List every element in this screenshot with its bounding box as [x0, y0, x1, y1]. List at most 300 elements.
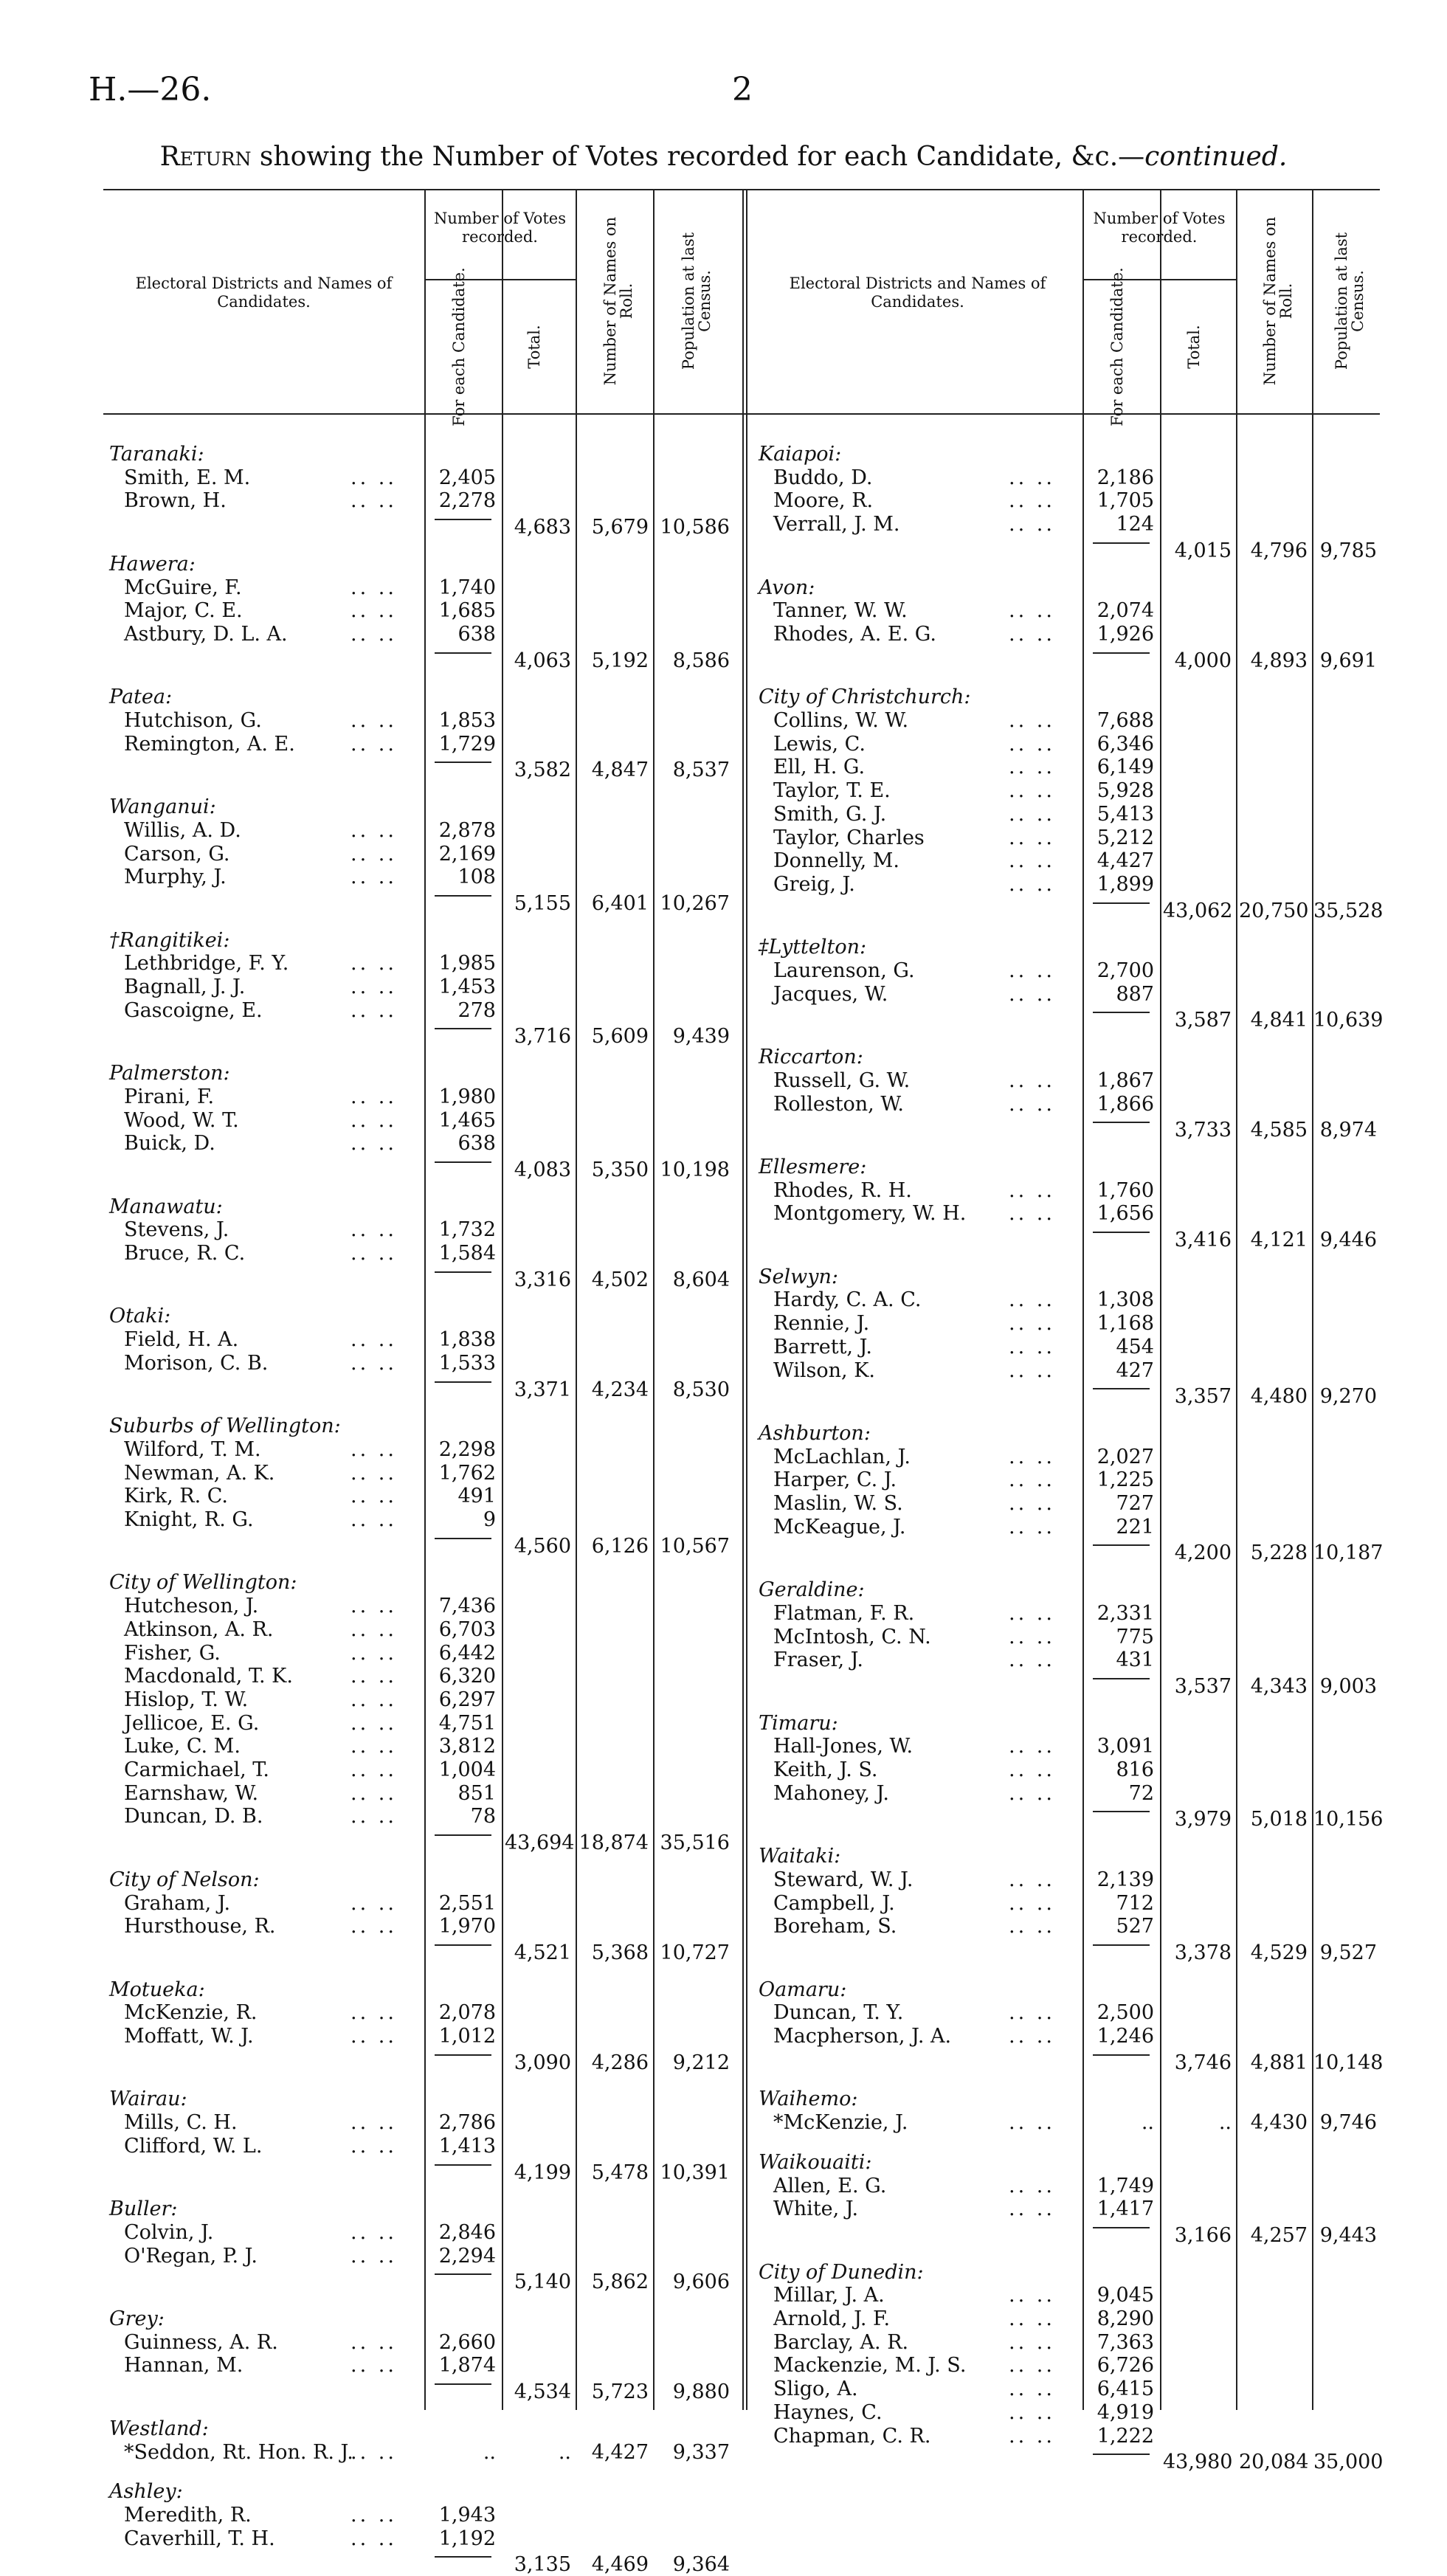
candidate-name: Mackenzie, M. J. S. — [773, 2354, 967, 2378]
district-total: 4,000 — [1174, 649, 1232, 672]
leader-dots: .. .. — [1009, 1915, 1055, 1938]
candidate-name: Mahoney, J. — [773, 1781, 889, 1805]
candidate-votes: 431 — [1116, 1648, 1154, 1672]
candidate-name: Campbell, J. — [773, 1891, 895, 1915]
candidate-name: Boreham, S. — [773, 1915, 897, 1938]
right-votes-header-rule — [1082, 279, 1236, 280]
candidate-name: O'Regan, P. J. — [124, 2244, 258, 2268]
district-roll: 5,609 — [591, 1025, 649, 1049]
leader-dots: .. .. — [350, 1758, 397, 1781]
left-column-rule — [502, 189, 503, 2410]
subtotal-rule — [1093, 1678, 1150, 1679]
leader-dots: .. .. — [350, 2527, 397, 2550]
district-total: 43,062 — [1163, 899, 1233, 922]
candidate-votes: 6,346 — [1097, 732, 1154, 756]
left-district-name: Westland: — [109, 2417, 209, 2440]
left-district-name: Buller: — [109, 2197, 178, 2221]
leader-dots: .. .. — [350, 2354, 397, 2378]
district-total: 3,733 — [1174, 1119, 1232, 1142]
district-total: 4,683 — [514, 516, 571, 539]
candidate-votes: 2,074 — [1097, 599, 1154, 623]
leader-dots: .. .. — [350, 1351, 397, 1375]
candidate-name: Brown, H. — [124, 489, 227, 513]
subtotal-rule — [435, 2273, 491, 2275]
candidate-name: Arnold, J. F. — [773, 2307, 891, 2330]
leader-dots: .. .. — [350, 1805, 397, 1829]
candidate-name: Bagnall, J. J. — [124, 976, 246, 998]
subtotal-rule — [1093, 1012, 1150, 1013]
candidate-name: Rhodes, A. E. G. — [773, 622, 936, 646]
candidate-name: Maslin, W. S. — [773, 1492, 903, 1515]
candidate-votes: 427 — [1116, 1358, 1154, 1382]
candidate-votes: 1,749 — [1097, 2174, 1154, 2197]
left-district-name: Taranaki: — [109, 443, 204, 466]
candidate-name: Duncan, T. Y. — [773, 2001, 904, 2025]
right-district-name: Ellesmere: — [759, 1155, 867, 1178]
center-double-rule — [742, 189, 744, 2410]
leader-dots: .. .. — [1009, 2025, 1055, 2048]
candidate-votes: 1,656 — [1097, 1202, 1154, 1226]
district-population: 9,439 — [672, 1025, 730, 1049]
district-population: 10,187 — [1313, 1541, 1384, 1565]
district-roll: 4,257 — [1250, 2223, 1308, 2247]
candidate-votes: 887 — [1116, 982, 1154, 1006]
candidate-name: Kirk, R. C. — [124, 1485, 229, 1508]
candidate-votes: 1,866 — [1097, 1092, 1154, 1116]
leader-dots: .. .. — [350, 952, 397, 976]
district-roll: 4,881 — [1250, 2051, 1308, 2074]
district-roll: 4,234 — [591, 1378, 649, 1401]
candidate-name: Lewis, C. — [773, 732, 866, 756]
page-number: 2 — [732, 71, 753, 108]
candidate-name: Hall-Jones, W. — [773, 1735, 914, 1758]
candidate-name: Buddo, D. — [773, 466, 873, 489]
district-roll: 4,585 — [1250, 1119, 1308, 1142]
left-district-name: Suburbs of Wellington: — [109, 1415, 341, 1438]
candidate-name: Rennie, J. — [773, 1312, 870, 1336]
leader-dots: .. .. — [1009, 2174, 1055, 2197]
candidate-votes: 6,297 — [438, 1688, 496, 1711]
candidate-name: Montgomery, W. H. — [773, 1202, 967, 1226]
candidate-votes: 2,405 — [438, 466, 496, 489]
subtotal-rule — [435, 519, 491, 520]
district-total: 4,200 — [1174, 1541, 1232, 1565]
candidate-name: Verrall, J. M. — [773, 513, 900, 536]
candidate-name: Ell, H. G. — [773, 756, 866, 779]
district-roll: 4,847 — [591, 759, 649, 782]
district-total: 3,090 — [514, 2051, 571, 2074]
subtotal-rule — [435, 1834, 491, 1836]
candidate-name: Mills, C. H. — [124, 2111, 238, 2135]
subtotal-rule — [1093, 1232, 1150, 1233]
subtotal-rule — [1093, 1811, 1150, 1812]
candidate-name: Millar, J. A. — [773, 2284, 885, 2307]
right-district-name: Ashburton: — [759, 1421, 871, 1445]
leader-dots: .. .. — [1009, 2424, 1055, 2448]
right-column-rule — [1160, 189, 1161, 2410]
candidate-votes: 1,980 — [438, 1085, 496, 1108]
district-total: 4,560 — [514, 1534, 571, 1558]
leader-dots: .. .. — [1009, 1358, 1055, 1382]
subtotal-rule — [435, 2383, 491, 2385]
candidate-name: Wood, W. T. — [124, 1108, 239, 1132]
candidate-name: Smith, G. J. — [773, 802, 887, 826]
candidate-votes: 851 — [457, 1781, 496, 1805]
candidate-votes: .. — [483, 2440, 496, 2464]
district-population: 8,974 — [1319, 1119, 1377, 1142]
district-roll: 5,723 — [591, 2380, 649, 2404]
leader-dots: .. .. — [350, 998, 397, 1022]
district-population: 10,586 — [660, 516, 730, 539]
leader-dots: .. .. — [1009, 2001, 1055, 2025]
right-population-header: Population at last Census. — [1333, 232, 1367, 370]
district-total: 4,015 — [1174, 539, 1232, 562]
candidate-votes: 1,012 — [438, 2025, 496, 2048]
district-total: 3,416 — [1174, 1229, 1232, 1251]
left-district-name: Grey: — [109, 2307, 165, 2330]
candidate-name: Rhodes, R. H. — [773, 1178, 912, 1202]
leader-dots: .. .. — [1009, 2111, 1055, 2135]
candidate-name: Hardy, C. A. C. — [773, 1288, 922, 1312]
leader-dots: .. .. — [1009, 1868, 1055, 1891]
district-roll: 5,679 — [591, 516, 649, 539]
right-district-name: Kaiapoi: — [759, 443, 842, 466]
candidate-votes: 2,500 — [1097, 2001, 1154, 2025]
candidate-name: Atkinson, A. R. — [124, 1617, 274, 1641]
candidate-votes: 6,415 — [1097, 2378, 1154, 2401]
leader-dots: .. .. — [1009, 802, 1055, 826]
leader-dots: .. .. — [1009, 1601, 1055, 1625]
leader-dots: .. .. — [350, 2220, 397, 2244]
candidate-name: Luke, C. M. — [124, 1735, 241, 1758]
district-population: 10,267 — [660, 891, 730, 915]
candidate-name: Lethbridge, F. Y. — [124, 952, 289, 976]
candidate-votes: 638 — [457, 1132, 496, 1156]
subtotal-rule — [1093, 1388, 1150, 1389]
leader-dots: .. .. — [350, 842, 397, 866]
district-total: 3,746 — [1174, 2051, 1232, 2074]
candidate-name: Barclay, A. R. — [773, 2330, 909, 2354]
leader-dots: .. .. — [350, 976, 397, 998]
candidate-name: Hannan, M. — [124, 2354, 244, 2378]
candidate-votes: 7,363 — [1097, 2330, 1154, 2354]
leader-dots: .. .. — [350, 2244, 397, 2268]
candidate-votes: 2,027 — [1097, 1445, 1154, 1468]
district-roll: 6,126 — [591, 1534, 649, 1558]
leader-dots: .. .. — [350, 1711, 397, 1735]
candidate-name: Smith, E. M. — [124, 466, 251, 489]
leader-dots: .. .. — [350, 489, 397, 513]
left-district-name: Wairau: — [109, 2088, 187, 2111]
candidate-votes: 2,786 — [438, 2111, 496, 2135]
right-district-name: Oamaru: — [759, 1978, 847, 2001]
candidate-votes: 1,533 — [438, 1351, 496, 1375]
right-district-name: Riccarton: — [759, 1046, 863, 1069]
leader-dots: .. .. — [350, 2025, 397, 2048]
leader-dots: .. .. — [350, 1915, 397, 1938]
district-roll: 6,401 — [591, 891, 649, 915]
left-votes-header: Number of Votes recorded. — [433, 210, 566, 246]
candidate-name: Flatman, F. R. — [773, 1601, 915, 1625]
subtotal-rule — [435, 1271, 491, 1273]
candidate-name: Steward, W. J. — [773, 1868, 914, 1891]
candidate-votes: 2,660 — [438, 2330, 496, 2354]
leader-dots: .. .. — [1009, 489, 1055, 513]
right-total-header: Total. — [1184, 325, 1203, 369]
candidate-votes: 1,943 — [438, 2503, 496, 2527]
candidate-name: Guinness, A. R. — [124, 2330, 278, 2354]
candidate-name: Hursthouse, R. — [124, 1915, 276, 1938]
leader-dots: .. .. — [350, 1735, 397, 1758]
candidate-name: *McKenzie, J. — [773, 2111, 908, 2135]
left-district-name: Hawera: — [109, 552, 196, 576]
candidate-name: Moffatt, W. J. — [124, 2025, 254, 2048]
candidate-name: Harper, C. J. — [773, 1468, 897, 1492]
candidate-votes: 1,685 — [438, 599, 496, 623]
candidate-name: Hutcheson, J. — [124, 1595, 259, 1618]
district-total: 3,587 — [1174, 1009, 1232, 1032]
candidate-votes: 7,688 — [1097, 709, 1154, 732]
subtotal-rule — [435, 1538, 491, 1539]
candidate-votes: 2,294 — [438, 2244, 496, 2268]
leader-dots: .. .. — [1009, 849, 1055, 873]
candidate-votes: 2,139 — [1097, 1868, 1154, 1891]
candidate-votes: 2,186 — [1097, 466, 1154, 489]
candidate-votes: 278 — [457, 998, 496, 1022]
district-roll: 20,750 — [1239, 899, 1309, 922]
left-district-name: Palmerston: — [109, 1062, 230, 1085]
candidate-name: Clifford, W. L. — [124, 2134, 263, 2158]
candidate-votes: 4,427 — [1097, 849, 1154, 873]
subtotal-rule — [1093, 902, 1150, 904]
district-population: 9,785 — [1319, 539, 1377, 562]
district-total: 4,521 — [514, 1941, 571, 1964]
subtotal-rule — [435, 1161, 491, 1163]
candidate-votes: 2,700 — [1097, 959, 1154, 982]
subtotal-rule — [1093, 2454, 1150, 2455]
district-roll: 4,480 — [1250, 1385, 1308, 1409]
subtotal-rule — [435, 2054, 491, 2056]
candidate-votes: 2,878 — [438, 818, 496, 842]
candidate-name: Duncan, D. B. — [124, 1805, 263, 1829]
left-district-name: Wanganui: — [109, 795, 216, 819]
district-population: 35,516 — [660, 1831, 730, 1855]
leader-dots: .. .. — [1009, 1068, 1055, 1092]
subtotal-rule — [435, 2164, 491, 2166]
leader-dots: .. .. — [350, 2440, 397, 2464]
district-population: 8,537 — [672, 759, 730, 782]
subtotal-rule — [435, 1028, 491, 1029]
leader-dots: .. .. — [1009, 982, 1055, 1006]
leader-dots: .. .. — [1009, 1312, 1055, 1336]
candidate-votes: 108 — [457, 866, 496, 889]
district-total: 4,083 — [514, 1158, 571, 1181]
leader-dots: .. .. — [1009, 756, 1055, 779]
leader-dots: .. .. — [350, 1085, 397, 1108]
district-roll: 4,529 — [1250, 1941, 1308, 1964]
candidate-name: Gascoigne, E. — [124, 998, 263, 1022]
district-population: 9,746 — [1319, 2111, 1377, 2135]
candidate-votes: 3,812 — [438, 1735, 496, 1758]
district-population: 9,337 — [672, 2440, 730, 2464]
left-for-each-header: For each Candidate. — [449, 267, 468, 427]
leader-dots: .. .. — [1009, 1178, 1055, 1202]
district-population: 9,527 — [1319, 1941, 1377, 1964]
leader-dots: .. .. — [1009, 1625, 1055, 1648]
candidate-votes: 221 — [1116, 1515, 1154, 1539]
candidate-votes: 727 — [1116, 1492, 1154, 1515]
right-district-header: Electoral Districts and Names of Candidates. — [789, 274, 1046, 311]
right-district-name: City of Dunedin: — [759, 2260, 924, 2284]
district-population: 10,198 — [660, 1158, 730, 1181]
district-population: 9,880 — [672, 2380, 730, 2404]
candidate-name: Allen, E. G. — [773, 2174, 887, 2197]
subtotal-rule — [1093, 1944, 1150, 1946]
title-lead: Return — [159, 142, 252, 172]
candidate-name: Moore, R. — [773, 489, 874, 513]
candidate-votes: 1,453 — [438, 976, 496, 998]
leader-dots: .. .. — [1009, 959, 1055, 982]
candidate-votes: 1,729 — [438, 732, 496, 756]
right-district-name: Waitaki: — [759, 1845, 841, 1868]
left-district-name: City of Wellington: — [109, 1571, 297, 1595]
district-population: 10,567 — [660, 1534, 730, 1558]
district-roll: 4,430 — [1250, 2111, 1308, 2135]
candidate-votes: 78 — [470, 1805, 496, 1829]
leader-dots: .. .. — [350, 1108, 397, 1132]
right-roll-header: Number of Names on Roll. — [1260, 216, 1295, 386]
center-double-rule — [746, 189, 747, 2410]
leader-dots: .. .. — [350, 1665, 397, 1688]
candidate-name: White, J. — [773, 2197, 859, 2221]
leader-dots: .. .. — [350, 1242, 397, 1265]
left-district-name: City of Nelson: — [109, 1868, 260, 1891]
subtotal-rule — [435, 895, 491, 897]
candidate-name: Remington, A. E. — [124, 732, 295, 756]
district-roll: 5,192 — [591, 649, 649, 672]
leader-dots: .. .. — [1009, 732, 1055, 756]
leader-dots: .. .. — [350, 576, 397, 599]
subtotal-rule — [1093, 1122, 1150, 1123]
subtotal-rule — [435, 1944, 491, 1946]
left-population-header: Population at last Census. — [680, 232, 714, 370]
left-district-header: Electoral Districts and Names of Candidates. — [135, 274, 393, 311]
candidate-name: Astbury, D. L. A. — [124, 622, 288, 646]
candidate-votes: 1,874 — [438, 2354, 496, 2378]
candidate-votes: 1,867 — [1097, 1068, 1154, 1092]
right-district-name: City of Christchurch: — [759, 686, 971, 709]
candidate-votes: 1,222 — [1097, 2424, 1154, 2448]
leader-dots: .. .. — [1009, 2197, 1055, 2221]
leader-dots: .. .. — [1009, 1468, 1055, 1492]
candidate-votes: 1,225 — [1097, 1468, 1154, 1492]
leader-dots: .. .. — [1009, 1445, 1055, 1468]
district-total: 43,694 — [505, 1831, 575, 1855]
candidate-votes: 816 — [1116, 1758, 1154, 1781]
district-total: .. — [558, 2440, 571, 2464]
candidate-votes: 6,149 — [1097, 756, 1154, 779]
leader-dots: .. .. — [350, 866, 397, 889]
district-total: 4,199 — [514, 2161, 571, 2184]
candidate-name: Fisher, G. — [124, 1641, 221, 1665]
right-district-name: Selwyn: — [759, 1265, 838, 1288]
right-column-rule — [1312, 189, 1313, 2410]
leader-dots: .. .. — [350, 818, 397, 842]
candidate-votes: 1,740 — [438, 576, 496, 599]
district-roll: 5,018 — [1250, 1808, 1308, 1831]
leader-dots: .. .. — [1009, 1758, 1055, 1781]
right-district-name: Avon: — [759, 576, 815, 599]
candidate-votes: 1,308 — [1097, 1288, 1154, 1312]
leader-dots: .. .. — [350, 2330, 397, 2354]
candidate-name: Murphy, J. — [124, 866, 227, 889]
candidate-name: Buick, D. — [124, 1132, 215, 1156]
candidate-votes: 1,465 — [438, 1108, 496, 1132]
candidate-votes: 5,212 — [1097, 826, 1154, 849]
leader-dots: .. .. — [1009, 2330, 1055, 2354]
leader-dots: .. .. — [350, 709, 397, 732]
candidate-name: Jellicoe, E. G. — [124, 1711, 260, 1735]
document-reference: H.—26. — [89, 71, 212, 108]
candidate-votes: 5,413 — [1097, 802, 1154, 826]
candidate-name: Wilford, T. M. — [124, 1437, 261, 1461]
candidate-votes: 1,899 — [1097, 872, 1154, 896]
leader-dots: .. .. — [1009, 2378, 1055, 2401]
candidate-votes: 6,442 — [438, 1641, 496, 1665]
leader-dots: .. .. — [1009, 779, 1055, 803]
leader-dots: .. .. — [350, 732, 397, 756]
candidate-votes: 1,926 — [1097, 622, 1154, 646]
district-total: 43,980 — [1163, 2451, 1233, 2474]
candidate-votes: 3,091 — [1097, 1735, 1154, 1758]
right-district-name: Waikouaiti: — [759, 2150, 872, 2174]
leader-dots: .. .. — [1009, 622, 1055, 646]
district-total: 5,140 — [514, 2271, 571, 2294]
right-district-name: ‡Lyttelton: — [759, 936, 867, 959]
leader-dots: .. .. — [350, 1781, 397, 1805]
district-population: 10,148 — [1313, 2051, 1384, 2074]
candidate-name: Jacques, W. — [773, 982, 888, 1006]
district-roll: 5,862 — [591, 2271, 649, 2294]
leader-dots: .. .. — [1009, 1288, 1055, 1312]
leader-dots: .. .. — [1009, 1648, 1055, 1672]
district-total: .. — [1218, 2111, 1232, 2135]
candidate-name: Taylor, Charles — [773, 826, 925, 849]
candidate-votes: 1,417 — [1097, 2197, 1154, 2221]
district-roll: 4,841 — [1250, 1009, 1308, 1032]
district-roll: 5,478 — [591, 2161, 649, 2184]
subtotal-rule — [1093, 542, 1150, 544]
left-column-rule — [424, 189, 426, 2410]
candidate-votes: 6,320 — [438, 1665, 496, 1688]
left-district-name: Otaki: — [109, 1305, 171, 1328]
district-roll: 4,343 — [1250, 1674, 1308, 1698]
leader-dots: .. .. — [350, 2503, 397, 2527]
candidate-name: Tanner, W. W. — [773, 599, 908, 623]
candidate-name: Newman, A. K. — [124, 1461, 275, 1485]
leader-dots: .. .. — [350, 2134, 397, 2158]
left-column-rule — [576, 189, 577, 2410]
subtotal-rule — [435, 652, 491, 654]
district-population: 9,364 — [672, 2553, 730, 2576]
district-population: 35,528 — [1313, 899, 1384, 922]
candidate-votes: 2,078 — [438, 2001, 496, 2025]
subtotal-rule — [435, 1381, 491, 1383]
candidate-name: McKenzie, R. — [124, 2001, 258, 2025]
candidate-votes: .. — [1141, 2111, 1154, 2135]
leader-dots: .. .. — [350, 599, 397, 623]
leader-dots: .. .. — [1009, 872, 1055, 896]
